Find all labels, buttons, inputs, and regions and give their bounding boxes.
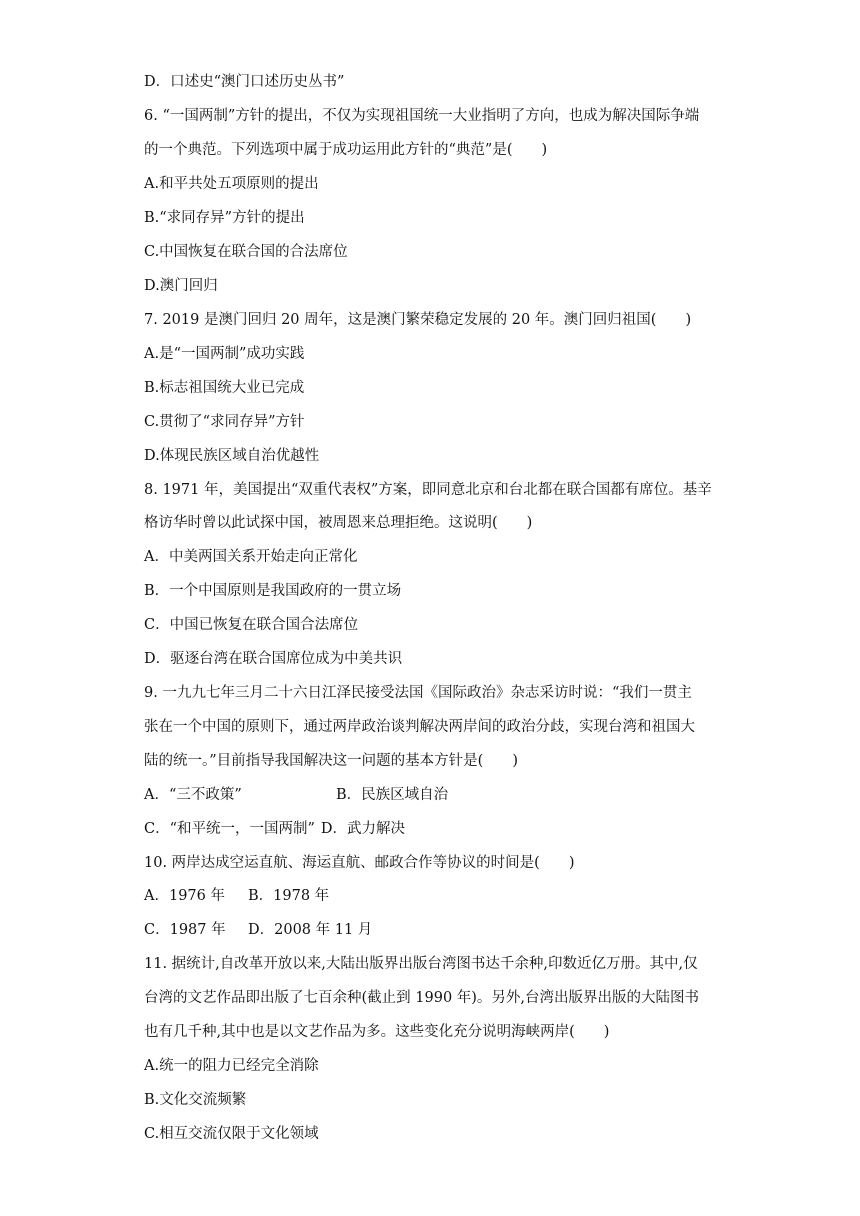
question-11-option-c: C.相互交流仅限于文化领域 xyxy=(144,1126,319,1142)
question-10-option-b: B．1978 年 xyxy=(248,888,330,904)
question-10-option-c: C．1987 年 xyxy=(144,922,226,938)
question-7-option-c: C.贯彻了“求同存异”方针 xyxy=(144,414,305,430)
question-9-stem-line-3: 陆的统一。”目前指导我国解决这一问题的基本方针是( ) xyxy=(144,753,518,769)
question-6-option-a: A.和平共处五项原则的提出 xyxy=(144,176,319,192)
question-5-option-d: D．口述史“澳门口述历史丛书” xyxy=(144,74,345,90)
question-11-stem-line-2: 台湾的文艺作品即出版了七百余种(截止到 1990 年)。另外,台湾出版界出版的大陆图书 xyxy=(144,990,700,1006)
question-9-option-c: C．“和平统一，一国两制” xyxy=(144,821,315,837)
question-7-stem: 7. 2019 是澳门回归 20 周年，这是澳门繁荣稳定发展的 20 年。澳门回归祖国( ) xyxy=(144,312,692,328)
question-6-stem-line-1: 6. “一国两制”方针的提出，不仅为实现祖国统一大业指明了方向，也成为解决国际争端 xyxy=(144,108,700,124)
question-10-options-row-1 xyxy=(144,886,330,906)
question-10-stem: 10. 两岸达成空运直航、海运直航、邮政合作等协议的时间是( ) xyxy=(144,855,575,871)
question-6-option-c: C.中国恢复在联合国的合法席位 xyxy=(144,244,348,260)
question-9-stem-line-2: 张在一个中国的原则下，通过两岸政治谈判解决两岸间的政治分歧，实现台湾和祖国大 xyxy=(144,719,695,735)
question-10-option-a: A．1976 年 xyxy=(144,888,225,904)
question-9-option-d: D．武力解决 xyxy=(320,821,406,837)
question-9-options-row-2 xyxy=(144,819,405,839)
question-10-option-d: D．2008 年 11 月 xyxy=(248,922,373,938)
question-9-options-row-1 xyxy=(144,785,449,805)
question-8-stem-line-1: 8. 1971 年，美国提出“双重代表权”方案，即同意北京和台北都在联合国都有席位。基辛 xyxy=(144,482,712,498)
question-7-option-b: B.标志祖国统大业已完成 xyxy=(144,380,305,396)
question-6-option-d: D.澳门回归 xyxy=(144,278,218,294)
question-7-option-a: A.是“一国两制”成功实践 xyxy=(144,346,305,362)
question-9-option-a: A．“三不政策” xyxy=(144,787,242,803)
question-7-option-d: D.体现民族区域自治优越性 xyxy=(144,448,320,464)
question-11-stem-line-1: 11. 据统计,自改革开放以来,大陆出版界出版台湾图书达千余种,印数近亿万册。其中,仅 xyxy=(144,956,698,972)
question-6-option-b: B.“求同存异”方针的提出 xyxy=(144,210,305,226)
question-8-option-c: C．中国已恢复在联合国合法席位 xyxy=(144,617,359,633)
question-8-stem-line-2: 格访华时曾以此试探中国，被周恩来总理拒绝。这说明( ) xyxy=(144,515,533,531)
question-11-option-a: A.统一的阻力已经完全消除 xyxy=(144,1058,319,1074)
question-8-option-d: D．驱逐台湾在联合国席位成为中美共识 xyxy=(144,651,403,667)
question-11-option-b: B.文化交流频繁 xyxy=(144,1092,247,1108)
question-9-option-b: B．民族区域自治 xyxy=(336,787,449,803)
question-8-option-a: A．中美两国关系开始走向正常化 xyxy=(144,549,358,565)
question-9-stem-line-1: 9. 一九九七年三月二十六日江泽民接受法国《国际政治》杂志采访时说：“我们一贯主 xyxy=(144,685,692,701)
question-6-stem-line-2: 的一个典范。下列选项中属于成功运用此方针的“典范”是( ) xyxy=(144,142,548,158)
question-10-options-row-2 xyxy=(144,920,373,940)
question-8-option-b: B．一个中国原则是我国政府的一贯立场 xyxy=(144,583,402,599)
question-11-stem-line-3: 也有几千种,其中也是以文艺作品为多。这些变化充分说明海峡两岸( ) xyxy=(144,1024,610,1040)
